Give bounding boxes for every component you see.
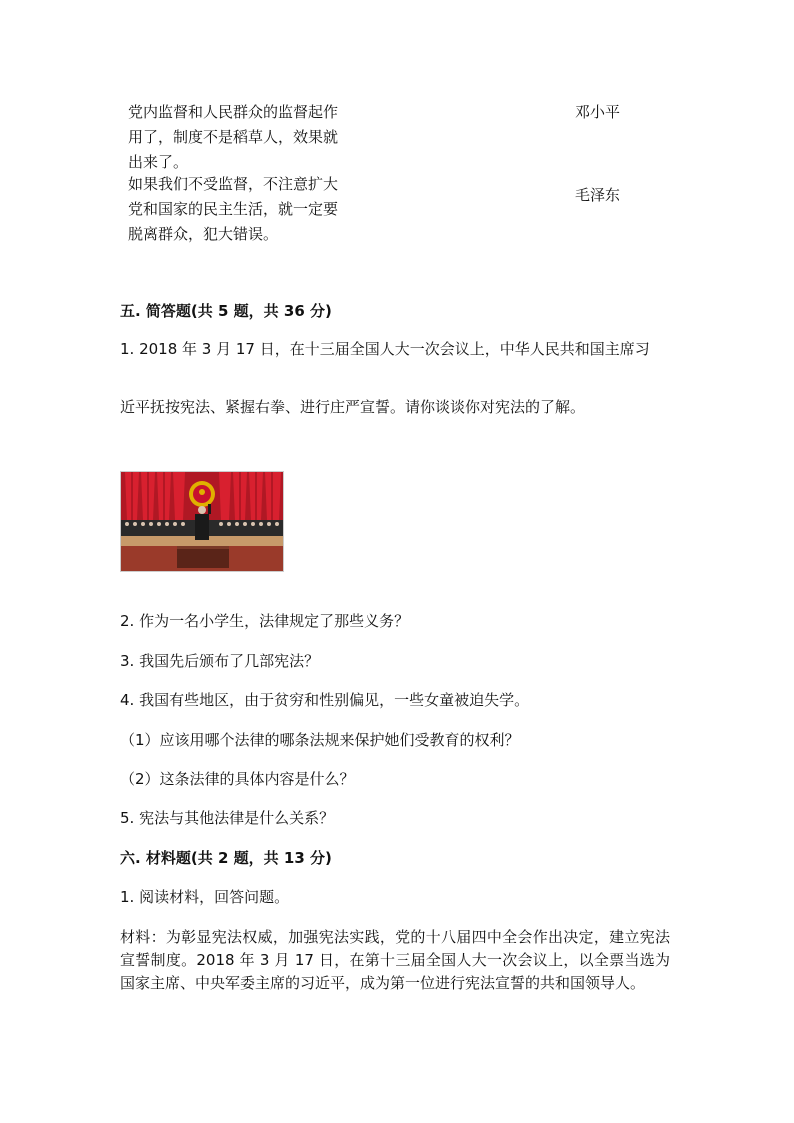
question-4: 4. 我国有些地区，由于贫穷和性别偏见，一些女童被迫失学。 — [120, 691, 530, 709]
material-text: 材料：为彰显宪法权威，加强宪法实践，党的十八届四中全会作出决定，建立宪法宣誓制度。2018 年 3 月 17 日，在第十三届全国人大一次会议上，以全票当选为国家主席、中央军委主席的习近平，成为第一位进行宪法宣誓的共和国领导人。 — [120, 928, 670, 992]
quote-2: 如果我们不受监督，不注意扩大党和国家的民主生活，就一定要脱离群众，犯大错误。 — [128, 175, 339, 243]
question-1-line-2: 近平抚按宪法、紧握右拳、进行庄严宣誓。请你谈谈你对宪法的了解。 — [120, 398, 586, 416]
question-4-sub-1: （1）应该用哪个法律的哪条法规来保护她们受教育的权利？ — [120, 731, 520, 749]
section-5-title: 五. 简答题(共 5 题，共 36 分) — [120, 302, 332, 320]
question-2: 2. 作为一名小学生，法律规定了那些义务？ — [120, 612, 410, 630]
oath-ceremony-photo — [120, 471, 284, 572]
question-4-sub-2: （2）这条法律的具体内容是什么？ — [120, 770, 355, 788]
section-6-title: 六. 材料题(共 2 题，共 13 分) — [120, 849, 332, 867]
question-3: 3. 我国先后颁布了几部宪法？ — [120, 652, 320, 670]
question-1-line-1: 1. 2018 年 3 月 17 日，在十三届全国人大一次会议上，中华人民共和国主席习 — [120, 340, 650, 358]
material-question-1: 1. 阅读材料，回答问题。 — [120, 888, 290, 906]
person-2: 毛泽东 — [575, 186, 621, 204]
quote-1: 党内监督和人民群众的监督起作用了，制度不是稻草人，效果就出来了。 — [128, 103, 339, 171]
oath-ceremony-illustration — [121, 472, 283, 571]
question-5: 5. 宪法与其他法律是什么关系？ — [120, 809, 335, 827]
person-1: 邓小平 — [575, 103, 621, 121]
